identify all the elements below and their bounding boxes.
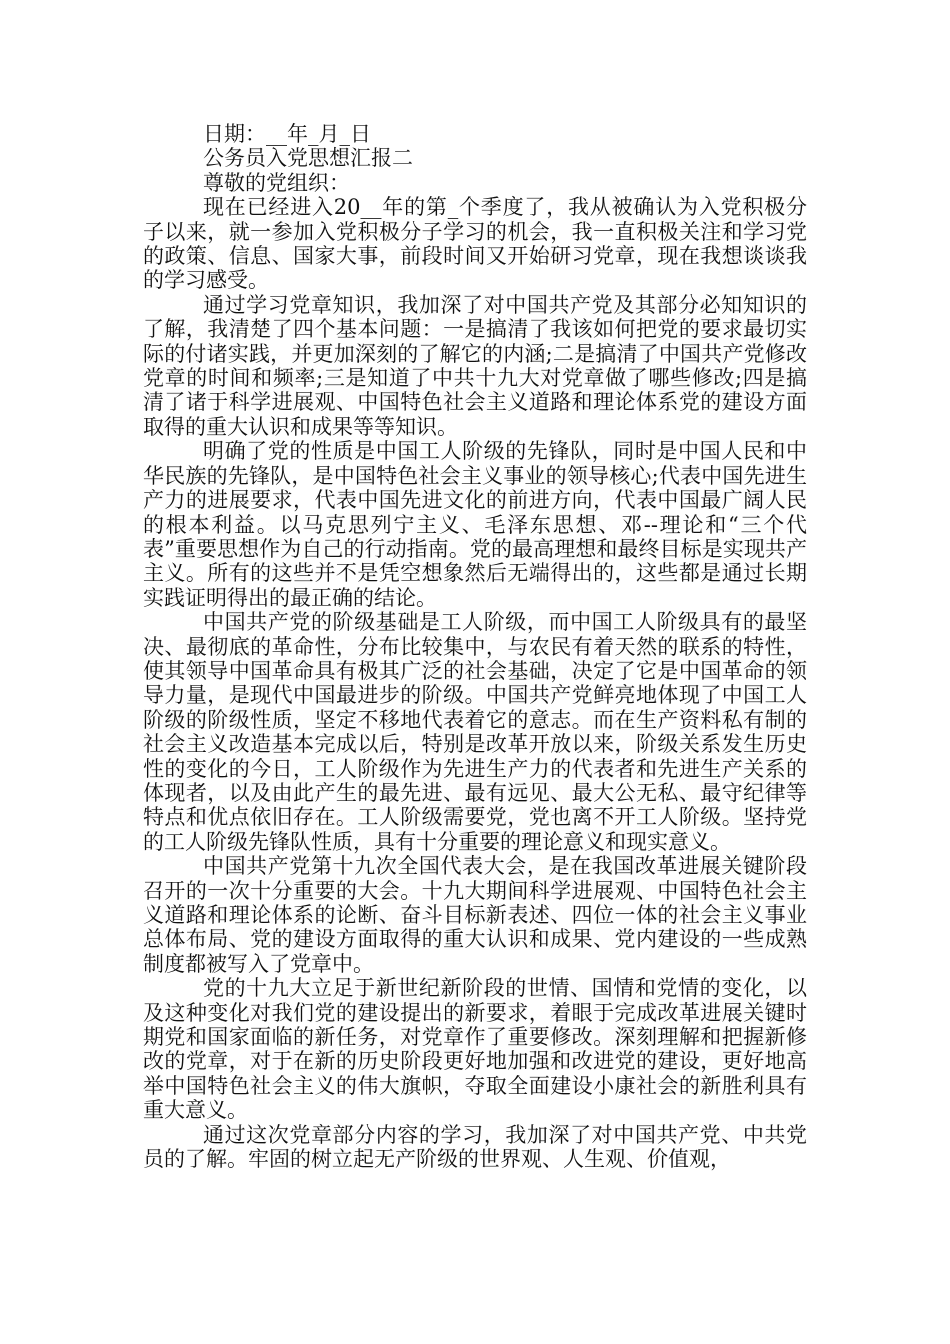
- salutation: 尊敬的党组织：: [203, 170, 350, 195]
- document-body: [143, 122, 807, 1171]
- paragraph-1: 现在已经进入20__年的第_个季度了，我从被确认为入党积极分子以来，就一参加入党积极分子学习的机会，我一直积极关注和学习党的政策、信息、国家大事，前段时间又开始研习党章，现在我想谈谈我的学习感受。: [143, 195, 807, 293]
- date-line: 日期：__年_月_日: [203, 122, 371, 146]
- document-title: 公务员入党思想汇报二: [203, 146, 413, 171]
- paragraph-2: 通过学习党章知识，我加深了对中国共产党及其部分必知知识的了解，我清楚了四个基本问题：一是搞清了我该如何把党的要求最切实际的付诸实践，并更加深刻的了解它的内涵;二是搞清了中国共产党修改党章的时间和频率;三是知道了中共十九大对党章做了哪些修改;四是搞清了诸于科学进展观、中国特色社会主义道路和理论体系党的建设方面取得的重大认识和成果等等知识。: [143, 292, 807, 439]
- paragraph-4: 中国共产党的阶级基础是工人阶级，而中国工人阶级具有的最坚决、最彻底的革命性，分布比较集中，与农民有着天然的联系的特性，使其领导中国革命具有极其广泛的社会基础，决定了它是中国革命的领导力量，是现代中国最进步的阶级。中国共产党鲜亮地体现了中国工人阶级的阶级性质，坚定不移地代表着它的意志。而在生产资料私有制的社会主义改造基本完成以后，特别是改革开放以来，阶级关系发生历史性的变化的今日，工人阶级作为先进生产力的代表者和先进生产关系的体现者，以及由此产生的最先进、最有远见、最大公无私、最守纪律等特点和优点依旧存在。工人阶级需要党，党也离不开工人阶级。坚持党的工人阶级先锋队性质，具有十分重要的理论意义和现实意义。: [143, 610, 807, 854]
- paragraph-6: 党的十九大立足于新世纪新阶段的世情、国情和党情的变化，以及这种变化对我们党的建设提出的新要求，着眼于完成改革进展关键时期党和国家面临的新任务，对党章作了重要修改。深刻理解和把握新修改的党章，对于在新的历史阶段更好地加强和改进党的建设，更好地高举中国特色社会主义的伟大旗帜，夺取全面建设小康社会的新胜利具有重大意义。: [143, 976, 807, 1123]
- paragraph-7: 通过这次党章部分内容的学习，我加深了对中国共产党、中共党员的了解。牢固的树立起无产阶级的世界观、人生观、价值观，: [143, 1122, 807, 1172]
- paragraph-5: 中国共产党第十九次全国代表大会，是在我国改革进展关键阶段召开的一次十分重要的大会。十九大期间科学进展观、中国特色社会主义道路和理论体系的论断、奋斗目标新表述、四位一体的社会主义事业总体布局、党的建设方面取得的重大认识和成果、党内建设的一些成熟制度都被写入了党章中。: [143, 854, 807, 976]
- paragraph-3: 明确了党的性质是中国工人阶级的先锋队，同时是中国人民和中华民族的先锋队，是中国特色社会主义事业的领导核心;代表中国先进生产力的进展要求，代表中国先进文化的前进方向，代表中国最广阔人民的根本利益。以马克思列宁主义、毛泽东思想、邓--理论和“三个代表”重要思想作为自己的行动指南。党的最高理想和最终目标是实现共产主义。所有的这些并不是凭空想象然后无端得出的，这些都是通过长期实践证明得出的最正确的结论。: [143, 439, 807, 610]
